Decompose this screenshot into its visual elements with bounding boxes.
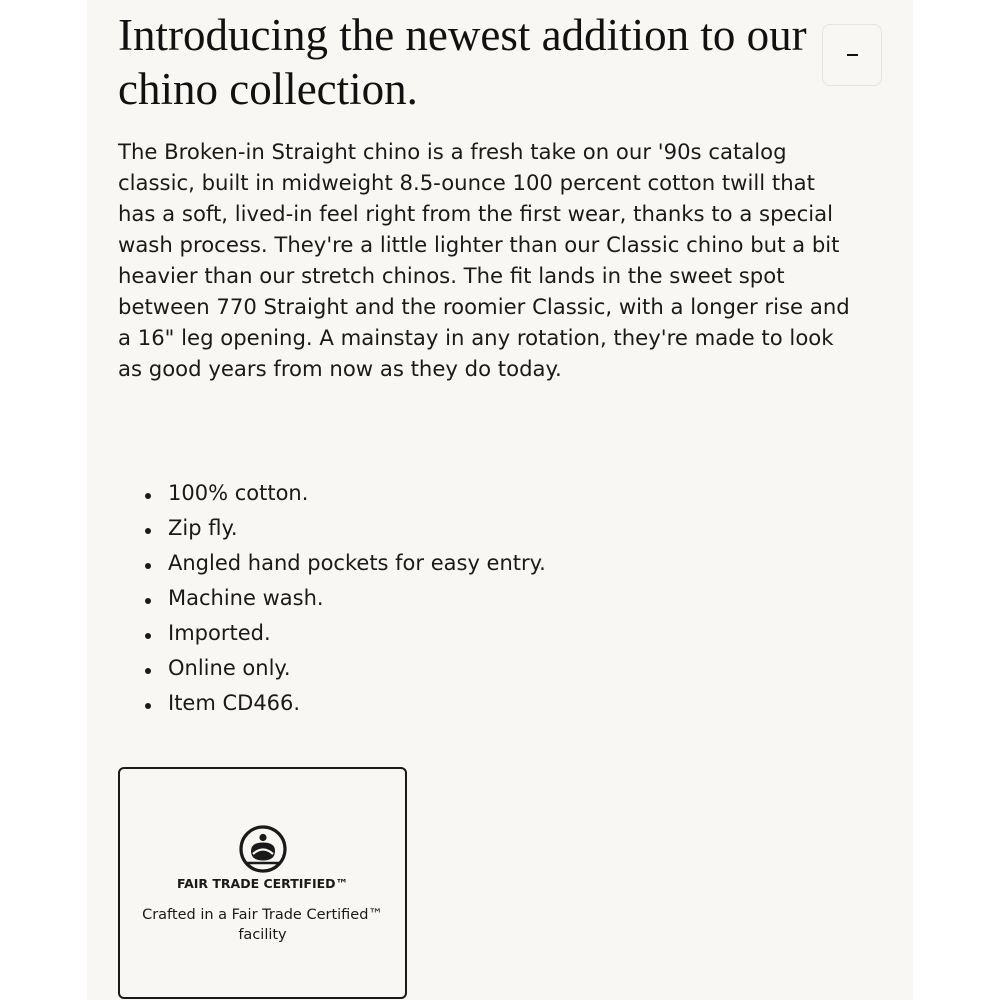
feature-item: Machine wash. — [118, 581, 546, 616]
feature-list — [118, 476, 546, 721]
feature-item: Zip fly. — [118, 511, 546, 546]
collapse-button[interactable] — [822, 24, 882, 86]
fair-trade-logo-icon — [238, 824, 288, 874]
feature-item: Online only. — [118, 651, 546, 686]
minus-icon — [847, 54, 858, 56]
product-description: The Broken-in Straight chino is a fresh take on our '90s catalog classic, built in midweight 8.5-ounce 100 percent cotton twill that has a soft, lived-in feel right from the first wear, thanks to a special wash process. They're a little lighter than our Classic chino but a bit heavier than our stretch chinos. The fit lands in the sweet spot between 770 Straight and the roomier Classic, with a longer rise and a 16" leg opening. A mainstay in any rotation, they're made to look as good years from now as they do today. — [118, 139, 850, 381]
fair-trade-certification-card — [118, 767, 407, 999]
certification-caption: Crafted in a Fair Trade Certified™ facility — [142, 907, 383, 943]
feature-item: 100% cotton. — [118, 476, 546, 511]
feature-item: Angled hand pockets for easy entry. — [118, 546, 546, 581]
section-heading: Introducing the newest addition to our chino collection. — [118, 10, 807, 114]
certification-title: FAIR TRADE CERTIFIED™ — [176, 876, 349, 891]
feature-item: Imported. — [118, 616, 546, 651]
product-details-panel — [87, 0, 913, 1000]
feature-item: Item CD466. — [118, 686, 546, 721]
